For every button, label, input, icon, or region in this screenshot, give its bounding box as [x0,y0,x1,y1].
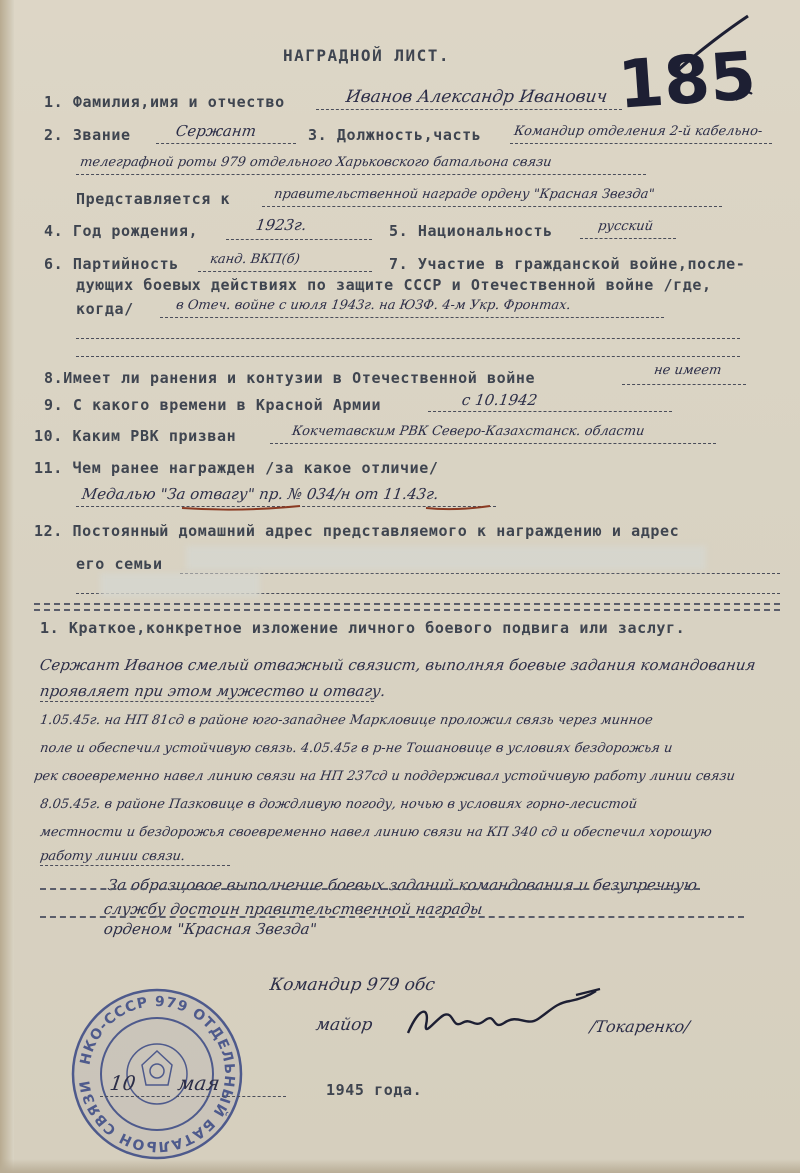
redacted-address-1 [186,546,706,570]
field-2-value: Сержант [174,122,258,140]
narrative-line: поле и обеспечил устойчивую связь. 4.05.45г в р-не Тошановице в условиях бездорожья и [39,741,674,756]
field-9-value: с 10.1942 [460,391,539,409]
narrative-line: орденом "Красная Звезда" [102,920,318,938]
field-3-label: 3. Должность,часть [308,126,482,144]
field-6-value: канд. ВКП(б) [209,252,301,267]
section-label: 1. Краткое,конкретное изложение личного боевого подвига или заслуг. [40,619,686,637]
signature-rank: майор [314,1015,374,1035]
narrative-underline [40,865,230,866]
narrative-line: работу линии связи. [39,849,187,864]
section-separator-1 [34,603,780,605]
narrative-separator [40,916,744,918]
date-year: 1945 года. [326,1081,423,1099]
narrative-line: 8.05.45г. в районе Пазковице в дождливую погоду, ночью в условиях горно-лесистой [39,797,638,812]
field-7-line2: дующих боевых действиях по защите СССР и Отечественной войне /где, [76,276,712,294]
narrative-line: местности и бездорожья своевременно навел линию связи на КП 340 сд и обеспечил хорошую [39,825,713,840]
narrative-line: рек своевременно навел линию связи на НП 237сд и поддерживал устойчивую работу линии связи [33,769,736,784]
field-12-label: 12. Постоянный домашний адрес представляемого к награждению и адрес [34,522,680,540]
field-3-value: Командир отделения 2-й кабельно- [513,124,764,139]
narrative-line: За образцовое выполнение боевых заданий командования и безупречную [106,876,699,894]
red-pencil-underline [0,0,800,520]
field-8-label: 8.Имеет ли ранения и контузии в Отечественной войне [44,369,536,387]
field-1-value: Иванов Александр Иванович [344,87,609,107]
field-3-value-cont: телеграфной роты 979 отдельного Харьковского батальона связи [79,155,553,170]
section-separator-2 [34,609,780,611]
field-10-value: Кокчетавским РВК Северо-Казахстанск. области [291,424,646,439]
field-5-label: 5. Национальность [389,222,553,240]
field-7-label: 7. Участие в гражданской войне,после- [389,255,746,273]
narrative-line: службу достоин правительственной награды [102,900,484,918]
redacted-address-2 [100,573,260,597]
narrative-separator [40,888,700,890]
field-7-line3: когда/ [76,300,134,318]
field-11-label: 11. Чем ранее награжден /за какое отличие/ [34,459,439,477]
field-12-underline [180,573,780,574]
field-11-value: Медалью "За отвагу" пр. № 034/н от 11.43г. [80,485,440,503]
corner-number: 185 [615,37,759,124]
field-1-label: 1. Фамилия,имя и отчество [44,93,285,111]
field-5-value: русский [597,219,655,234]
svg-text:НКО-СССР 979 ОТДЕЛЬНЫЙ БАТАЛЬО: НКО-СССР 979 ОТДЕЛЬНЫЙ БАТАЛЬОН СВЯЗИ [77,993,238,1155]
field-2-label: 2. Звание [44,126,131,144]
narrative-underline [40,701,374,702]
presented-label: Представляется к [76,190,231,208]
signature-name: /Токаренко/ [588,1017,692,1036]
field-12-line2: его семьи [76,555,163,573]
field-4-value: 1923г. [254,216,308,234]
date-day-underline [100,1096,170,1097]
date-month-underline [176,1096,286,1097]
presented-value: правительственной награде ордену "Красная Звезда" [273,187,656,202]
document-title: НАГРАДНОЙ ЛИСТ. [283,46,450,65]
commander-signature [400,985,620,1055]
date-day: 10 [108,1071,138,1095]
narrative-line: 1.05.45г. на НП 81сд в районе юго-западнее Маркловице проложил связь через минное [39,713,654,728]
date-month: мая [176,1071,222,1095]
narrative-line: Сержант Иванов смелый отважный связист, выполняя боевые задания командования [38,656,757,674]
field-8-value: не имеет [653,363,723,378]
field-6-label: 6. Партийность [44,255,179,273]
field-4-label: 4. Год рождения, [44,222,199,240]
narrative-line: проявляет при этом мужество и отвагу. [38,682,387,700]
field-7-value: в Отеч. войне с июля 1943г. на ЮЗФ. 4-м Укр. Фронтах. [175,298,572,313]
field-9-label: 9. С какого времени в Красной Армии [44,396,382,414]
field-10-label: 10. Каким РВК призван [34,427,237,445]
signature-title: Командир 979 обс [268,975,437,995]
